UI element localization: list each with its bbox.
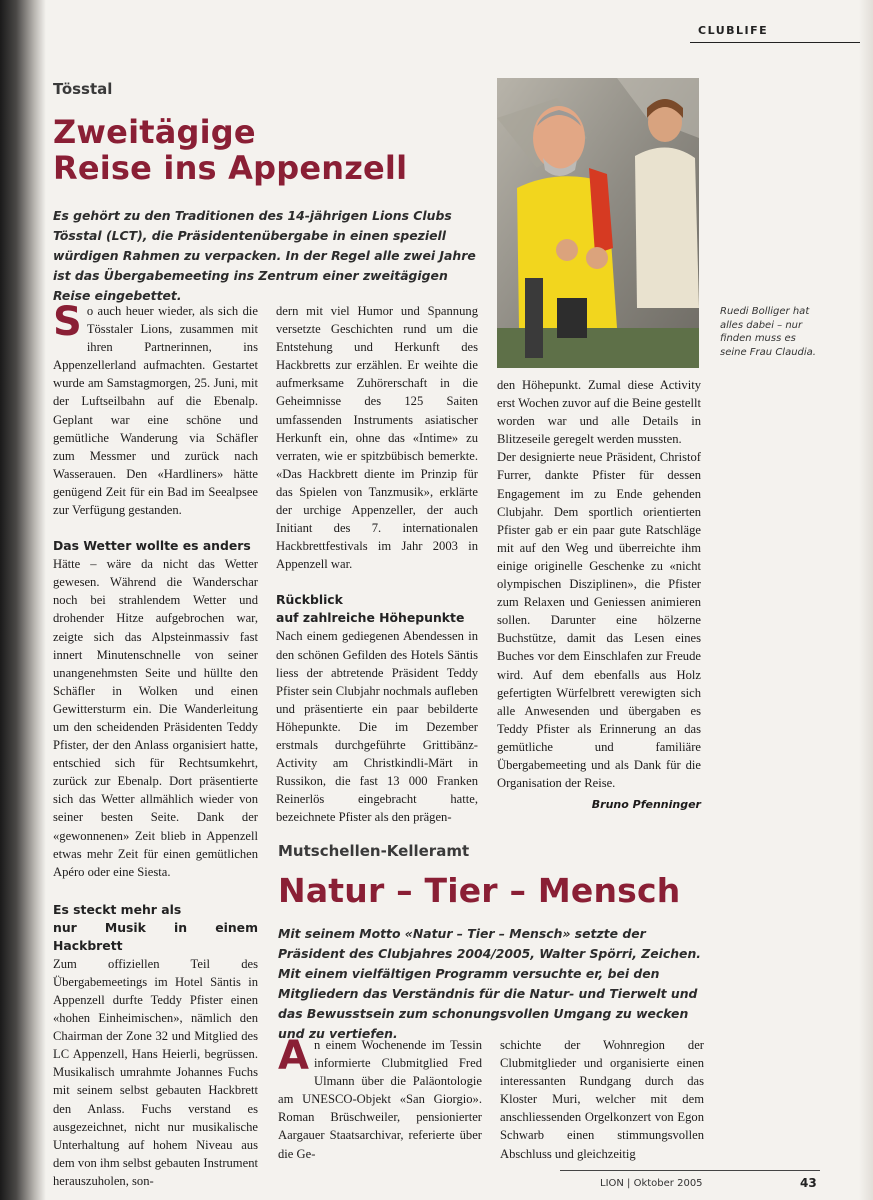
article1-title <box>53 114 407 186</box>
page-spine-shadow <box>0 0 46 1200</box>
article1-column-3 <box>497 376 701 814</box>
article2-lead: Mit seinem Motto «Natur – Tier – Mensch» setzte der Präsident des Clubjahres 2004/2005, Walter Spörri, Zeichen. Mit einem vielfältigen Programm versuchte er, bei den Mitgliedern das Verständnis für die Natur- und Tierwelt und das Bewusstsein zum schonungsvollen Umgang zu wecken und zu vertiefen. <box>278 926 701 1041</box>
article2-title: Natur – Tier – Mensch <box>278 871 681 910</box>
article1-subhead-hackbrett-line2: nur Musik in einem Hackbrett <box>53 919 258 953</box>
photo-caption: Ruedi Bolliger hat alles dabei – nur finden muss es seine Frau Claudia. <box>720 306 816 358</box>
section-label: CLUBLIFE <box>698 24 769 37</box>
article1-dropcap: S <box>53 299 82 345</box>
article1-author: Bruno Pfenninger <box>591 798 701 812</box>
article1-col1-paragraph1: o auch heuer wieder, als sich die Tösstaler Lions, zusammen mit ihren Partnerinnen, ins Appenzellerland aufmachten. Gestartet wurde am Samstagmorgen, 25. Juni, mit der Luftseilbahn auf die Ebenalp. Geplant war eine schöne und gemütliche Wanderung via Schäfler zum Messmer und zurück nach Wasserauen. Den «Hardliners» hätte genügend Zeit für ein Bad im Seealpsee zur Verfügung gestanden. <box>53 304 258 518</box>
article1-subhead-hackbrett <box>53 901 258 955</box>
article2-column-1 <box>278 1033 482 1163</box>
article1-subhead-review <box>276 591 478 627</box>
footer-rule <box>560 1170 820 1171</box>
hiking-couple-photo <box>497 78 699 368</box>
article1-kicker: Tösstal <box>53 80 113 98</box>
article1-subhead-weather: Das Wetter wollte es anders <box>53 538 251 554</box>
page-edge <box>859 0 873 1200</box>
article1-column-1 <box>53 299 258 1190</box>
footer-magazine: LION | Oktober 2005 <box>600 1178 703 1189</box>
article2-dropcap: A <box>278 1033 309 1079</box>
article1-lead: Es gehört zu den Traditionen des 14-jährigen Lions Clubs Tösstal (LCT), die Präsidentenübergabe in einen speziell würdigen Rahmen zu verpacken. In der Regel alle zwei Jahre ist das Übergabemeeting ins Zentrum einer zweitägigen Reise eingebettet. <box>53 208 476 303</box>
section-rule <box>690 42 860 43</box>
photo-illustration <box>497 78 699 368</box>
article1-col3-paragraph1: den Höhepunkt. Zumal diese Activity erst Wochen zuvor auf die Beine gestellt worden war und alle Details in Blitzeseile geregelt werden mussten. <box>497 378 701 447</box>
article2-kicker: Mutschellen-Kelleramt <box>278 842 470 860</box>
article1-col2-paragraph2: Nach einem gediegenen Abendessen in den schönen Gefilden des Hotels Säntis liess der abtretende Präsident Teddy Pfister sein Clubjahr nochmals aufleben und präsentierte ein paar bebilderte Höhepunkte. Die im Dezember erstmals durchgeführte Grittibänz-Activity am Christkindli-Märt in Russikon, die fast 13 000 Franken Reinerlös eingebracht hatte, bezeichnete Pfister als den prägen- <box>276 629 478 825</box>
article1-subhead-review-line2: auf zahlreiche Höhepunkte <box>276 610 465 626</box>
article1-col2-paragraph1: dern mit viel Humor und Spannung versetzte Geschichten rund um die Entstehung und Herkunft des Hackbretts zur erzählen. Er weihte die aufmerksame Zuhörerschaft in die Geheimnisse des 125 Saiten umfassenden Instruments asiatischer Herkunft ein, ohne das «Intime» zu verraten, wie er spitzbübisch bemerkte. «Das Hackbrett diente im Prinzip für das Spielen von Tanzmusik», erklärte der urchige Appenzeller, der auch Initiant des 7. internationalen Hackbrettfestivals im Jahr 2003 in Appenzell war. <box>276 304 478 572</box>
article1-col1-paragraph3: Zum offiziellen Teil des Übergabemeetings im Hotel Säntis in Appenzell durfte Teddy Pfister einen «hohen Einheimischen», nämlich den Chairman der Zone 32 und Mitglied des LC Appenzell, Hans Heierli, begrüssen. Musikalisch umrahmte Johannes Fuchs mit seinem selbst gebauten Hackbrett den Anlass. Fuchs verstand es ausgezeichnet, nicht nur musikalische Unterhaltung auf hohem Niveau aus dem von ihm selbst gebauten Instrument herauszuholen, son- <box>53 956 258 1188</box>
article1-col3-paragraph2: Der designierte neue Präsident, Christof Furrer, dankte Pfister für dessen Engagement im zu Ende gehenden Clubjahr. Dem sportlich orientierten Pfister gab er ein paar gute Ratschläge mit auf den Weg und überreichte ihm einige originelle Geschenke zu «nicht olympischen Disziplinen», die Pfister zum Relaxen und Geniessen animieren sollen. Darunter eine hölzerne Buchstütze, damit das Lesen eines Buches vor dem Einschlafen zur Freude wird. Auf dem ebenfalls aus Holz gefertigten Würfelbrett verewigten sich alle Anwesenden und übergaben es Teddy Pfister als Erinnerung an das gemütliche und familiäre Übergabemeeting und als Dank für die Organisation der Reise. <box>497 450 701 791</box>
article1-title-line1: Zweitägige <box>53 113 256 151</box>
article1-subhead-hackbrett-line1: Es steckt mehr als <box>53 901 182 917</box>
article2-column-2 <box>500 1036 704 1163</box>
article2-col2-text: schichte der Wohnregion der Clubmitglieder und organisierte einen interessanten Rundgang durch das Kloster Muri, welcher mit dem anschliessenden Orgelkonzert von Egon Schwarb einen stimmungsvollen Abschluss und gleichzeitig <box>500 1038 704 1161</box>
article1-title-line2: Reise ins Appenzell <box>53 149 408 188</box>
page-number: 43 <box>800 1176 817 1190</box>
article2-col1-text: n einem Wochenende im Tessin informierte Clubmitglied Fred Ulmann über die Paläontologie am UNESCO-Objekt «San Giorgio». Roman Brüschweiler, pensionierter Aargauer Staatsarchivar, referierte über die Ge- <box>278 1038 482 1161</box>
article1-subhead-review-line1: Rückblick <box>276 592 343 608</box>
article1-col1-paragraph2: Hätte – wäre da nicht das Wetter gewesen. Während die Wanderschar noch bei strahlendem Wetter und drohender Hitze aufgebrochen war, zeigte sich das Alpsteinmassiv fast innert Minutenschnelle von seiner unangenehmsten Seite und hüllte den Schäfler in Wolken und einen Gewittersturm ein. Die Wanderleitung um den scheidenden Präsidenten Teddy Pfister, der den Anlass organisiert hatte, entschied sich für Rechtsumkehrt, zurück zur Ebenalp. Dort präsentierte sich das Wetter allmählich wieder von seiner besten Seite. Dank der «gewonnenen» Zeit blieb in Appenzell etwas mehr Zeit für einen gemütlichen Apéro oder eine Siesta. <box>53 557 258 879</box>
article1-column-2 <box>276 302 478 826</box>
